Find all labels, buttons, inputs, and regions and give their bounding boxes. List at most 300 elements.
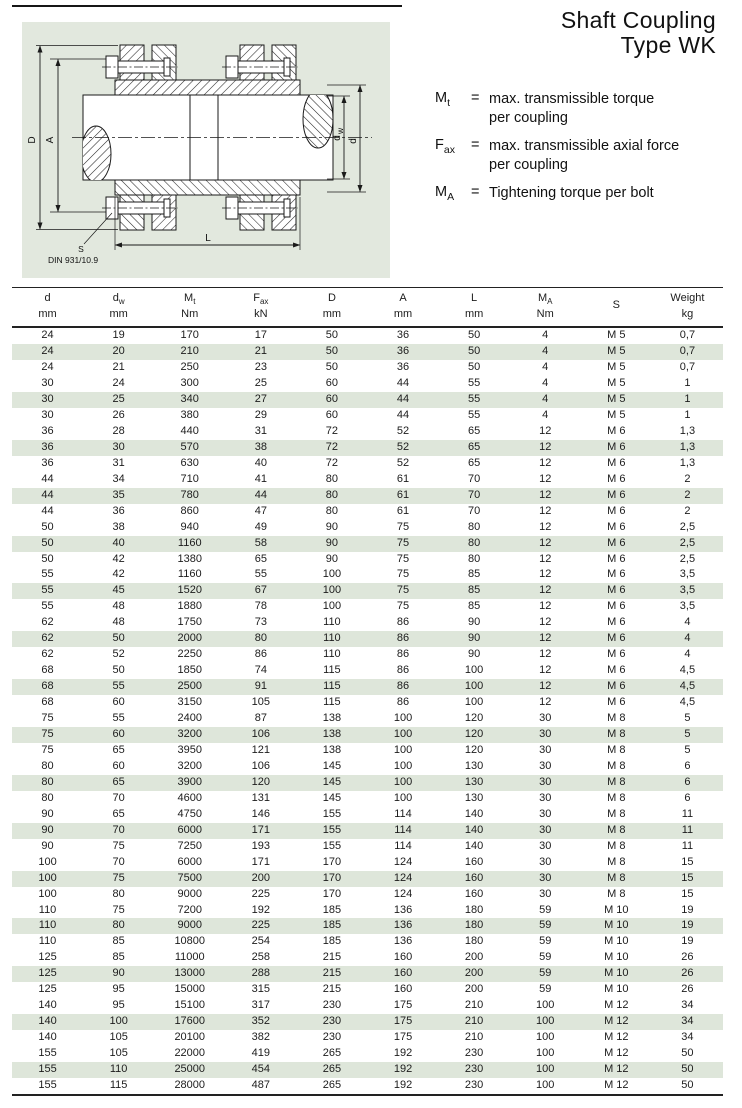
table-cell: 28000 (174, 1078, 206, 1091)
table-cell: M 6 (607, 456, 626, 469)
table-cell: 114 (394, 839, 412, 852)
table-cell: 100 (536, 1063, 555, 1076)
table-cell: 110 (323, 632, 341, 645)
table-cell: 215 (322, 967, 342, 980)
legend-text: per coupling (489, 110, 568, 126)
column-header-dw: $d_w$ mm (109, 292, 128, 321)
table-cell: 78 (254, 600, 267, 613)
table-cell: 75 (41, 712, 54, 725)
table-cell: 72 (325, 424, 339, 437)
table-cell: 180 (464, 935, 484, 948)
table-cell: 65 (112, 775, 125, 788)
table-cell: 160 (464, 887, 484, 900)
table-row (12, 615, 723, 631)
table-cell: 50 (467, 361, 481, 374)
table-cell: 160 (464, 871, 484, 884)
table-cell: 12 (539, 488, 552, 501)
table-cell: 145 (322, 791, 342, 804)
table-cell: 30 (41, 408, 54, 421)
table-row (12, 504, 723, 520)
table-cell: 24 (112, 377, 125, 390)
table-cell: 200 (464, 967, 484, 980)
table-cell: M 10 (604, 967, 629, 980)
table-cell: 110 (38, 935, 57, 948)
table-cell: 100 (393, 791, 413, 804)
table-cell: 15 (681, 887, 694, 900)
table-cell: 215 (322, 983, 342, 996)
table-cell: M 12 (604, 1047, 629, 1060)
table-cell: 215 (322, 951, 342, 964)
table-cell: 41 (254, 472, 267, 485)
table-cell: 225 (251, 919, 270, 932)
legend-text: max. transmissible torque (489, 91, 655, 107)
table-cell: 940 (180, 520, 199, 533)
table-cell: 100 (393, 759, 413, 772)
table-row (12, 887, 723, 903)
table-cell: 2,5 (679, 552, 696, 565)
table-cell: 3150 (177, 696, 202, 709)
table-cell: 62 (41, 648, 54, 661)
table-cell: 230 (322, 1031, 342, 1044)
table-cell: M 6 (607, 664, 626, 677)
table-cell: M 6 (607, 536, 626, 549)
table-cell: 21 (254, 345, 267, 358)
table-cell: 59 (539, 935, 552, 948)
table-cell: 38 (112, 520, 125, 533)
table-cell: M 5 (607, 361, 626, 374)
table-cell: 200 (251, 871, 270, 884)
table-row (12, 711, 723, 727)
table-cell: 36 (396, 329, 410, 342)
table-cell: 131 (251, 791, 270, 804)
table-cell: 75 (396, 584, 410, 597)
table-cell: 120 (464, 743, 484, 756)
table-cell: 100 (464, 680, 484, 693)
table-cell: 15 (681, 871, 694, 884)
table-row (12, 360, 723, 376)
table-cell: 85 (467, 600, 481, 613)
table-cell: M 10 (604, 919, 629, 932)
table-cell: 60 (112, 696, 125, 709)
table-cell: 210 (180, 345, 199, 358)
table-cell: 59 (539, 967, 552, 980)
table-cell: 4,5 (679, 664, 696, 677)
din-spec-label: DIN 931/10.9 (48, 255, 99, 265)
table-cell: 31 (112, 456, 125, 469)
table-cell: 44 (41, 504, 54, 517)
table-cell: 60 (325, 408, 339, 421)
equals-sign: = (471, 184, 480, 200)
table-cell: 44 (396, 393, 410, 405)
table-cell: 860 (180, 504, 199, 517)
table-cell: 2 (684, 472, 691, 485)
table-cell: 1850 (177, 664, 202, 677)
table-cell: 75 (396, 536, 410, 549)
table-cell: 100 (393, 728, 413, 741)
table-cell: 3200 (177, 728, 202, 741)
table-cell: 175 (393, 999, 413, 1012)
table-cell: 55 (112, 680, 125, 693)
table-cell: 114 (394, 807, 412, 820)
table-cell: 70 (467, 472, 481, 485)
table-cell: M 6 (607, 488, 626, 501)
table-cell: 13000 (174, 967, 206, 980)
table-cell: 44 (254, 488, 267, 501)
table-cell: 7250 (177, 839, 202, 852)
table-cell: 87 (254, 712, 267, 725)
table-cell: 60 (325, 377, 339, 390)
table-cell: 1 (684, 393, 691, 405)
table-cell: 58 (254, 536, 267, 549)
table-cell: 2500 (177, 680, 202, 693)
table-cell: 1,3 (679, 424, 696, 437)
table-cell: 120 (251, 775, 270, 788)
table-cell: 1750 (177, 616, 202, 629)
table-cell: 12 (539, 680, 552, 693)
table-cell: 36 (112, 504, 125, 517)
table-cell: 382 (251, 1031, 270, 1044)
legend-symbol: M (435, 90, 448, 106)
table-cell: 42 (112, 552, 125, 565)
table-cell: M 8 (607, 743, 626, 756)
table-cell: 15100 (174, 999, 206, 1012)
table-cell: 90 (41, 839, 54, 852)
table-cell: 60 (325, 393, 339, 405)
table-row (12, 408, 723, 424)
table-cell: 19 (681, 919, 694, 932)
column-header-a: A mm (393, 292, 413, 321)
table-cell: 160 (464, 855, 484, 868)
table-cell: 146 (251, 807, 270, 820)
table-cell: 80 (325, 504, 339, 517)
column-header-weight: Weight kg (670, 292, 705, 321)
table-cell: 315 (251, 983, 270, 996)
column-header-mt: $M_t$ Nm (181, 292, 199, 321)
table-cell: 1880 (177, 600, 202, 613)
table-cell: 30 (539, 807, 552, 820)
table-cell: 90 (325, 536, 339, 549)
table-cell: 4 (684, 648, 691, 661)
table-cell: 17 (254, 329, 267, 342)
table-cell: 4 (684, 616, 691, 629)
table-cell: 75 (112, 871, 125, 884)
table-cell: 80 (112, 887, 125, 900)
table-cell: 5 (684, 743, 691, 756)
table-cell: 50 (467, 329, 481, 342)
table-cell: M 6 (607, 472, 626, 485)
table-cell: 86 (254, 648, 267, 661)
table-cell: M 6 (607, 648, 626, 661)
table-row (12, 966, 723, 982)
table-cell: 100 (38, 887, 57, 900)
table-cell: 30 (539, 791, 552, 804)
table-cell: 2,5 (679, 536, 696, 549)
table-cell: 30 (539, 728, 552, 741)
table-cell: 1 (684, 408, 691, 421)
table-cell: 50 (325, 329, 339, 342)
table-cell: 140 (38, 1031, 57, 1044)
symbol-legend (435, 90, 731, 212)
table-cell: 30 (41, 377, 54, 390)
table-cell: M 6 (607, 424, 626, 437)
table-cell: 30 (539, 823, 552, 836)
table-cell: 26 (112, 408, 125, 421)
table-cell: 710 (180, 472, 199, 485)
table-cell: 4 (542, 393, 549, 405)
column-header-fax: $F_{ax}$ kN (253, 292, 269, 321)
table-cell: M 6 (607, 616, 626, 629)
table-cell: 12 (539, 424, 552, 437)
table-cell: 2,5 (679, 520, 696, 533)
table-cell: M 6 (607, 600, 626, 613)
table-cell: 230 (322, 999, 342, 1012)
table-row (12, 918, 723, 934)
legend-entry-ma: $M_A$ = Tightening torque per bolt (435, 184, 731, 203)
table-cell: 300 (180, 377, 199, 390)
table-cell: 52 (396, 424, 410, 437)
table-cell: 26 (681, 967, 694, 980)
table-cell: 61 (396, 488, 410, 501)
table-cell: 86 (396, 648, 410, 661)
table-cell: 30 (539, 855, 552, 868)
table-cell: 25 (112, 393, 125, 405)
table-cell: 80 (112, 919, 125, 932)
table-cell: 125 (38, 967, 57, 980)
table-cell: 12 (539, 440, 552, 453)
table-cell: 10800 (174, 935, 206, 948)
table-cell: 30 (539, 839, 552, 852)
table-cell: 130 (464, 791, 484, 804)
table-cell: 95 (112, 983, 125, 996)
table-cell: 80 (467, 536, 481, 549)
table-cell: 630 (180, 456, 199, 469)
table-cell: 1380 (177, 552, 202, 565)
table-cell: 138 (322, 743, 342, 756)
table-cell: M 8 (607, 887, 626, 900)
table-cell: 185 (322, 903, 342, 916)
table-cell: 42 (112, 568, 125, 581)
table-row (12, 727, 723, 743)
table-cell: 155 (322, 839, 342, 852)
table-cell: 115 (323, 664, 341, 677)
table-cell: 100 (464, 664, 484, 677)
table-cell: 12 (539, 632, 552, 645)
table-cell: 100 (464, 696, 484, 709)
table-row (12, 807, 723, 823)
table-cell: 70 (112, 791, 125, 804)
table-cell: 50 (681, 1078, 694, 1091)
table-cell: 138 (322, 728, 342, 741)
svg-text:d: d (332, 135, 343, 141)
table-cell: 90 (41, 823, 54, 836)
table-cell: 15 (681, 855, 694, 868)
table-cell: 19 (681, 935, 694, 948)
table-cell: 11 (681, 807, 694, 820)
table-cell: 155 (38, 1063, 57, 1076)
table-cell: 20100 (174, 1031, 206, 1044)
table-cell: 124 (393, 887, 413, 900)
table-cell: 440 (180, 424, 199, 437)
table-cell: 105 (109, 1047, 128, 1060)
table-row (12, 536, 723, 552)
table-cell: 85 (112, 935, 125, 948)
table-cell: M 8 (607, 807, 626, 820)
table-cell: 6 (684, 759, 691, 772)
table-cell: 7500 (177, 871, 202, 884)
table-cell: 265 (322, 1063, 342, 1076)
table-cell: 38 (254, 440, 267, 453)
table-cell: 60 (112, 728, 125, 741)
table-cell: 31 (254, 424, 267, 437)
table-cell: M 10 (604, 983, 629, 996)
table-cell: 160 (393, 983, 413, 996)
table-row (12, 839, 723, 855)
table-cell: 65 (467, 456, 481, 469)
table-cell: 160 (393, 967, 413, 980)
table-cell: 68 (41, 680, 54, 693)
table-cell: 86 (396, 632, 410, 645)
table-cell: 12 (539, 456, 552, 469)
table-cell: 62 (41, 632, 54, 645)
table-cell: 3,5 (679, 584, 696, 597)
table-cell: 70 (112, 823, 125, 836)
table-cell: 70 (467, 504, 481, 517)
table-cell: 30 (539, 712, 552, 725)
table-cell: 5 (684, 712, 691, 725)
table-cell: 80 (467, 552, 481, 565)
table-cell: 23 (254, 361, 267, 374)
table-cell: 4600 (177, 791, 202, 804)
table-cell: 12 (539, 472, 552, 485)
table-cell: 4 (684, 632, 691, 645)
dimension-label-L: L (205, 233, 211, 244)
table-cell: 192 (393, 1078, 413, 1091)
table-cell: 780 (180, 488, 199, 501)
table-cell: 30 (539, 759, 552, 772)
table-cell: 55 (254, 568, 267, 581)
table-cell: 210 (464, 1031, 484, 1044)
table-cell: 75 (41, 728, 54, 741)
table-cell: 136 (393, 919, 413, 932)
table-cell: 340 (180, 393, 199, 405)
column-header-d: D mm (322, 292, 342, 321)
table-row (12, 743, 723, 759)
table-cell: 570 (180, 440, 199, 453)
page-top-rule (12, 5, 402, 7)
table-cell: 21 (112, 361, 125, 374)
table-cell: 200 (464, 951, 484, 964)
table-cell: 30 (539, 775, 552, 788)
table-cell: 3,5 (679, 568, 696, 581)
table-cell: 6000 (177, 823, 202, 836)
table-cell: 90 (112, 967, 125, 980)
table-cell: 170 (322, 855, 342, 868)
table-cell: 225 (251, 887, 270, 900)
table-cell: 30 (539, 887, 552, 900)
table-cell: 2250 (177, 648, 202, 661)
table-cell: 50 (681, 1063, 694, 1076)
table-cell: 26 (681, 951, 694, 964)
table-cell: 90 (325, 520, 339, 533)
table-cell: 175 (393, 1031, 413, 1044)
table-cell: 50 (325, 361, 339, 374)
table-cell: 6 (684, 791, 691, 804)
table-cell: 40 (254, 456, 267, 469)
legend-entry-fax: $F_{ax}$ = max. transmissible axial force per coupling (435, 137, 731, 175)
table-row (12, 775, 723, 791)
table-cell: 72 (325, 440, 339, 453)
table-cell: 80 (41, 791, 54, 804)
table-cell: 12 (539, 504, 552, 517)
table-cell: 2000 (177, 632, 202, 645)
table-cell: 55 (41, 600, 54, 613)
page-title-line2: Type WK (620, 32, 716, 58)
legend-text: Tightening torque per bolt (489, 185, 654, 201)
dimension-label-d: d (348, 138, 359, 144)
table-cell: 380 (180, 408, 199, 421)
table-cell: 12 (539, 568, 552, 581)
table-cell: 86 (396, 680, 410, 693)
table-cell: 100 (393, 743, 413, 756)
table-cell: 74 (254, 664, 267, 677)
table-cell: 265 (322, 1078, 342, 1091)
table-row (12, 440, 723, 456)
coupling-diagram-panel (22, 22, 390, 278)
page-title (561, 8, 716, 58)
table-cell: 50 (112, 632, 125, 645)
table-cell: 40 (112, 536, 125, 549)
table-cell: M 8 (607, 823, 626, 836)
table-cell: 230 (464, 1047, 484, 1060)
table-cell: 80 (467, 520, 481, 533)
table-cell: 100 (38, 855, 57, 868)
table-row (12, 647, 723, 663)
table-cell: 36 (41, 424, 54, 437)
s-leader-line (84, 213, 112, 244)
column-header-s: S (612, 298, 620, 311)
table-cell: 50 (41, 552, 54, 565)
table-cell: 100 (536, 1078, 555, 1091)
table-cell: 7200 (177, 903, 202, 916)
table-cell: 100 (38, 871, 57, 884)
table-cell: M 10 (604, 903, 629, 916)
table-cell: 11 (681, 839, 694, 852)
table-cell: 171 (251, 855, 270, 868)
table-row (12, 1014, 723, 1030)
table-cell: 59 (539, 983, 552, 996)
table-cell: 2 (684, 488, 691, 501)
table-header (12, 288, 723, 328)
table-cell: 68 (41, 696, 54, 709)
table-cell: M 6 (607, 680, 626, 693)
table-cell: 24 (41, 345, 54, 358)
table-cell: 100 (393, 712, 413, 725)
table-row (12, 488, 723, 504)
table-cell: 75 (396, 520, 410, 533)
table-row (12, 759, 723, 775)
table-cell: 136 (393, 903, 413, 916)
table-cell: 50 (681, 1047, 694, 1060)
table-cell: 25000 (174, 1063, 206, 1076)
table-row (12, 424, 723, 440)
table-cell: M 10 (604, 935, 629, 948)
table-cell: 50 (112, 664, 125, 677)
table-cell: 4750 (177, 807, 202, 820)
table-cell: M 8 (607, 712, 626, 725)
table-cell: 25 (254, 377, 267, 390)
table-row (12, 392, 723, 408)
table-cell: 49 (254, 520, 267, 533)
